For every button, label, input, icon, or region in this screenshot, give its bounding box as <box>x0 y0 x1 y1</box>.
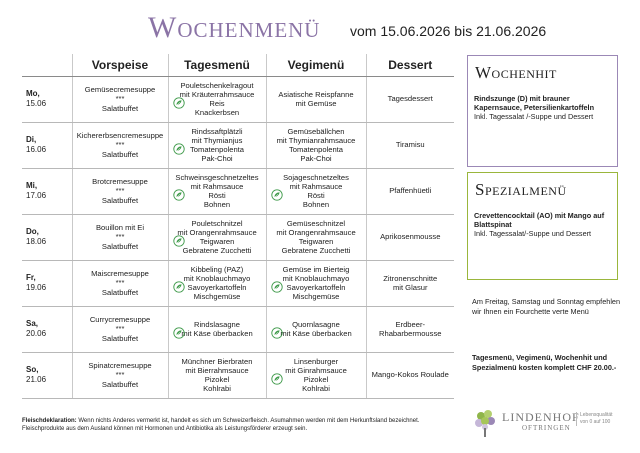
day-date: 20.06 <box>26 329 47 338</box>
vegimenu-cell-line: mit Rahmsauce <box>289 181 343 191</box>
dessert-cell <box>366 306 454 352</box>
wochenhit-text <box>468 94 617 121</box>
vegimenu-cell <box>266 168 366 214</box>
tagesmenu-cell-line: Rindssaftplätzli <box>191 126 243 136</box>
vegimenu-cell-line: Gemüsebällchen <box>287 126 345 136</box>
vorspeise-cell-line: Salatbuffet <box>101 241 139 251</box>
menu-header-row <box>22 54 454 76</box>
vorspeise-cell <box>72 122 168 168</box>
dessert-cell-line: Rhabarbermousse <box>379 329 442 338</box>
meat-declaration <box>22 417 462 433</box>
vegimenu-cell-line: mit Ginrahmsauce <box>285 365 347 375</box>
fourchette-verte-icon <box>271 327 283 339</box>
tagesmenu-cell <box>168 122 266 168</box>
tagesmenu-cell-line: Rösti <box>208 191 226 200</box>
vorspeise-cell <box>72 352 168 398</box>
tagesmenu-cell-line: mit Orangenrahmsauce <box>177 227 257 237</box>
dessert-cell-line: Tiramisu <box>395 140 425 150</box>
fourchette-verte-icon <box>271 281 283 293</box>
dessert-cell <box>366 122 454 168</box>
logo-sub: OFTRINGEN <box>522 424 571 432</box>
vorspeise-cell <box>72 260 168 306</box>
tagesmenu-cell-line: Savoyerkartoffeln <box>187 283 247 292</box>
tagesmenu-cell-line: Bohnen <box>203 200 231 210</box>
fourchette-verte-icon <box>173 281 185 293</box>
day-date: 16.06 <box>26 145 47 154</box>
tagesmenu-cell-line: mit Käse überbacken <box>181 329 253 338</box>
menu-day-row <box>22 214 454 260</box>
dessert-cell-line: Tagesdessert <box>387 94 433 104</box>
day-cell <box>22 168 72 214</box>
vegimenu-cell-line: mit Knoblauchmayo <box>282 273 350 283</box>
vegimenu-cell-line: Mischgemüse <box>292 292 340 302</box>
spezialmenu-text <box>468 211 617 238</box>
tree-logo-icon <box>472 408 498 438</box>
vorspeise-cell-line: *** <box>115 232 125 242</box>
dessert-cell <box>366 214 454 260</box>
vorspeise-cell-line: Salatbuffet <box>101 287 139 297</box>
weekend-info: Am Freitag, Samstag und Sonntag empfehlen wir Ihnen ein Fourchette verte Menü <box>472 297 621 316</box>
day-name: So, <box>26 365 39 374</box>
vorspeise-cell-line: Brotcremesuppe <box>92 177 148 187</box>
vegimenu-cell <box>266 260 366 306</box>
dessert-cell-line: mit Glasur <box>392 283 428 292</box>
vegimenu-cell-line: Gebratene Zucchetti <box>281 246 351 256</box>
logo-name: LINDENHOF <box>502 410 580 424</box>
vegimenu-cell-line: Asiatische Reispfanne <box>278 89 354 99</box>
logo-tagline: Lebensqualität von 0 auf 100 <box>576 412 620 426</box>
tagesmenu-cell-line: mit Rahmsauce <box>190 181 244 191</box>
vorspeise-cell <box>72 168 168 214</box>
dessert-cell-line: Mango-Kokos Roulade <box>371 370 449 380</box>
header-tagesmenu: Tagesmenü <box>168 54 266 76</box>
tagesmenu-cell-line: Gebratene Zucchetti <box>182 246 252 256</box>
spezialmenu-box <box>467 172 618 280</box>
header-vorspeise: Vorspeise <box>72 54 168 76</box>
wochenhit-box <box>467 55 618 167</box>
day-name: Di, <box>26 135 37 144</box>
tagesmenu-cell-line: Tomatenpolenta <box>189 145 245 154</box>
tagesmenu-cell-line: mit Kräuterrahmsauce <box>179 89 255 99</box>
tagesmenu-cell-line: Pouletschnitzel <box>191 218 243 228</box>
vegimenu-cell <box>266 306 366 352</box>
meat-declaration-text-2: Fleischprodukte aus dem Ausland können mit Hormonen und Antibiotika als Leistungsförderer erzeugt sein. <box>22 426 308 432</box>
vegimenu-cell-line: Tomatenpolenta <box>288 145 344 154</box>
tagesmenu-cell-line: Rindslasagne <box>193 319 240 329</box>
vorspeise-cell-line: *** <box>115 278 125 288</box>
tagesmenu-cell-line: Pizokel <box>204 375 230 384</box>
day-cell <box>22 76 72 122</box>
tagesmenu-cell-line: Schweinsgeschnetzeltes <box>175 172 259 182</box>
tagesmenu-cell-line: mit Thymianjus <box>191 135 243 145</box>
vorspeise-cell-line: Spinatcremesuppe <box>88 361 152 371</box>
tagesmenu-cell <box>168 214 266 260</box>
day-cell <box>22 260 72 306</box>
day-date: 17.06 <box>26 191 47 200</box>
vorspeise-cell <box>72 306 168 352</box>
meat-declaration-label: Fleischdeklaration: <box>22 418 77 424</box>
fourchette-verte-icon <box>173 189 185 201</box>
day-name: Fr, <box>26 273 36 282</box>
dessert-cell-line: Aprikosenmousse <box>380 232 441 242</box>
lindenhof-logo <box>472 408 620 438</box>
menu-day-row <box>22 260 454 306</box>
fourchette-verte-icon <box>173 327 185 339</box>
spezialmenu-title: Spezialmenü <box>475 180 567 199</box>
menu-day-row <box>22 168 454 214</box>
vorspeise-cell-line: *** <box>115 186 125 196</box>
tagesmenu-cell-line: Pak-Choi <box>201 154 233 164</box>
vorspeise-cell-line: *** <box>115 94 125 104</box>
tagesmenu-cell <box>168 352 266 398</box>
day-date: 15.06 <box>26 99 47 108</box>
tagesmenu-cell-line: mit Knoblauchmayo <box>183 273 251 283</box>
vorspeise-cell-line: *** <box>115 370 125 380</box>
vorspeise-cell-line: Salatbuffet <box>101 379 139 389</box>
day-cell <box>22 214 72 260</box>
dessert-cell <box>366 76 454 122</box>
menu-day-row <box>22 76 454 122</box>
spezialmenu-note: Inkl. Tagessalat/-Suppe und Dessert <box>474 229 592 238</box>
dessert-cell <box>366 352 454 398</box>
vegimenu-cell-line: Bohnen <box>302 200 330 210</box>
fourchette-verte-icon <box>173 97 185 109</box>
vorspeise-cell-line: Salatbuffet <box>101 195 139 205</box>
tagesmenu-cell <box>168 76 266 122</box>
vegimenu-cell-line: Kohlrabi <box>302 384 330 394</box>
vorspeise-cell-line: Bouillon mit Ei <box>95 223 145 233</box>
tagesmenu-cell-line: mit Bierrahmsauce <box>185 365 249 375</box>
tagesmenu-cell-line: Knackerbsen <box>194 108 240 118</box>
vegimenu-cell-line: Rösti <box>307 191 325 200</box>
dessert-cell <box>366 168 454 214</box>
date-range: vom 15.06.2026 bis 21.06.2026 <box>350 23 547 39</box>
day-cell <box>22 122 72 168</box>
vegimenu-cell-line: Gemüseschnitzel <box>286 218 346 228</box>
vegimenu-cell-line: Teigwaren <box>298 237 334 246</box>
vorspeise-cell-line: Gemüsecremesuppe <box>84 85 156 95</box>
vorspeise-cell-line: Maiscremesuppe <box>91 269 149 279</box>
wochenhit-title: Wochenhit <box>475 63 557 82</box>
vegimenu-cell-line: Pak-Choi <box>300 154 332 164</box>
vegimenu-cell-line: Quornlasagne <box>292 319 340 329</box>
dessert-cell-line: Pfaffenhüetli <box>389 186 432 196</box>
day-name: Mo, <box>26 89 40 98</box>
tagesmenu-cell-line: Kibbeling (PAZ) <box>190 264 244 274</box>
vegimenu-cell-line: mit Orangenrahmsauce <box>276 227 356 237</box>
menu-body <box>22 76 454 398</box>
vegimenu-cell-line: mit Käse überbacken <box>280 329 352 338</box>
vegimenu-cell-line: Pizokel <box>303 375 329 384</box>
day-name: Sa, <box>26 319 39 328</box>
vegimenu-cell-line: Linsenburger <box>293 356 339 366</box>
vegimenu-cell-line: Sojageschnetzeltes <box>283 172 349 182</box>
tagesmenu-cell-line: Mischgemüse <box>193 292 241 302</box>
dessert-cell-line: Zitronenschnitte <box>383 273 438 283</box>
tagesmenu-cell <box>168 260 266 306</box>
tagesmenu-cell-line: Pouletschenkelragout <box>180 80 254 90</box>
vegimenu-cell <box>266 122 366 168</box>
vorspeise-cell-line: Salatbuffet <box>101 149 139 159</box>
header-day <box>22 54 72 76</box>
meat-declaration-text: Wenn nichts Anderes vermerkt ist, handelt es sich um Schweizerfleisch. Asumahmen werden mit dem Herkunftsland bezeichnet. <box>78 418 420 424</box>
menu-day-row <box>22 352 454 398</box>
tagesmenu-cell-line: Teigwaren <box>199 237 235 246</box>
tagesmenu-cell-line: Reis <box>209 99 225 108</box>
dessert-cell <box>366 260 454 306</box>
menu-day-row <box>22 306 454 352</box>
vegimenu-cell <box>266 214 366 260</box>
fourchette-verte-icon <box>173 235 185 247</box>
spezialmenu-dish: Crevettencocktail (AO) mit Mango auf Blattspinat <box>474 211 605 229</box>
dessert-cell-line: Erdbeer- <box>395 319 426 329</box>
fourchette-verte-icon <box>271 373 283 385</box>
wochenhit-note: Inkl. Tagessalat /-Suppe und Dessert <box>474 112 594 121</box>
day-date: 21.06 <box>26 375 47 384</box>
header-vegimenu: Vegimenü <box>266 54 366 76</box>
fourchette-verte-icon <box>173 143 185 155</box>
tagesmenu-cell-line: Kohlrabi <box>203 384 231 394</box>
vorspeise-cell-line: Currycremesuppe <box>89 315 151 325</box>
day-name: Do, <box>26 227 39 236</box>
vorspeise-cell-line: Salatbuffet <box>101 333 139 343</box>
tagesmenu-cell <box>168 306 266 352</box>
vorspeise-cell <box>72 76 168 122</box>
vorspeise-cell-line: *** <box>115 324 125 334</box>
vegimenu-cell <box>266 76 366 122</box>
price-info: Tagesmenü, Vegimenü, Wochenhit und Spezialmenü kosten komplett CHF 20.00.- <box>472 353 617 372</box>
page-title: Wochenmenü <box>148 11 321 44</box>
menu-table <box>22 54 454 399</box>
day-name: Mi, <box>26 181 38 190</box>
vegimenu-cell-line: Gemüse im Bierteig <box>282 264 350 274</box>
day-cell <box>22 306 72 352</box>
vegimenu-cell-line: mit Gemüse <box>295 99 337 108</box>
tagesmenu-cell-line: Münchner Bierbraten <box>181 356 253 366</box>
menu-day-row <box>22 122 454 168</box>
header-dessert: Dessert <box>366 54 454 76</box>
vegimenu-cell-line: Savoyerkartoffeln <box>286 283 346 292</box>
vorspeise-cell-line: Kichererbsencremesuppe <box>76 131 164 141</box>
fourchette-verte-icon <box>271 189 283 201</box>
tagesmenu-cell <box>168 168 266 214</box>
vorspeise-cell-line: *** <box>115 140 125 150</box>
day-date: 19.06 <box>26 283 47 292</box>
vegimenu-cell <box>266 352 366 398</box>
vegimenu-cell-line: mit Thymianrahmsauce <box>276 135 356 145</box>
vorspeise-cell-line: Salatbuffet <box>101 103 139 113</box>
vorspeise-cell <box>72 214 168 260</box>
day-cell <box>22 352 72 398</box>
day-date: 18.06 <box>26 237 47 246</box>
wochenhit-dish: Rindszunge (D) mit brauner Kapernsauce, Petersilienkartoffeln <box>474 94 595 112</box>
